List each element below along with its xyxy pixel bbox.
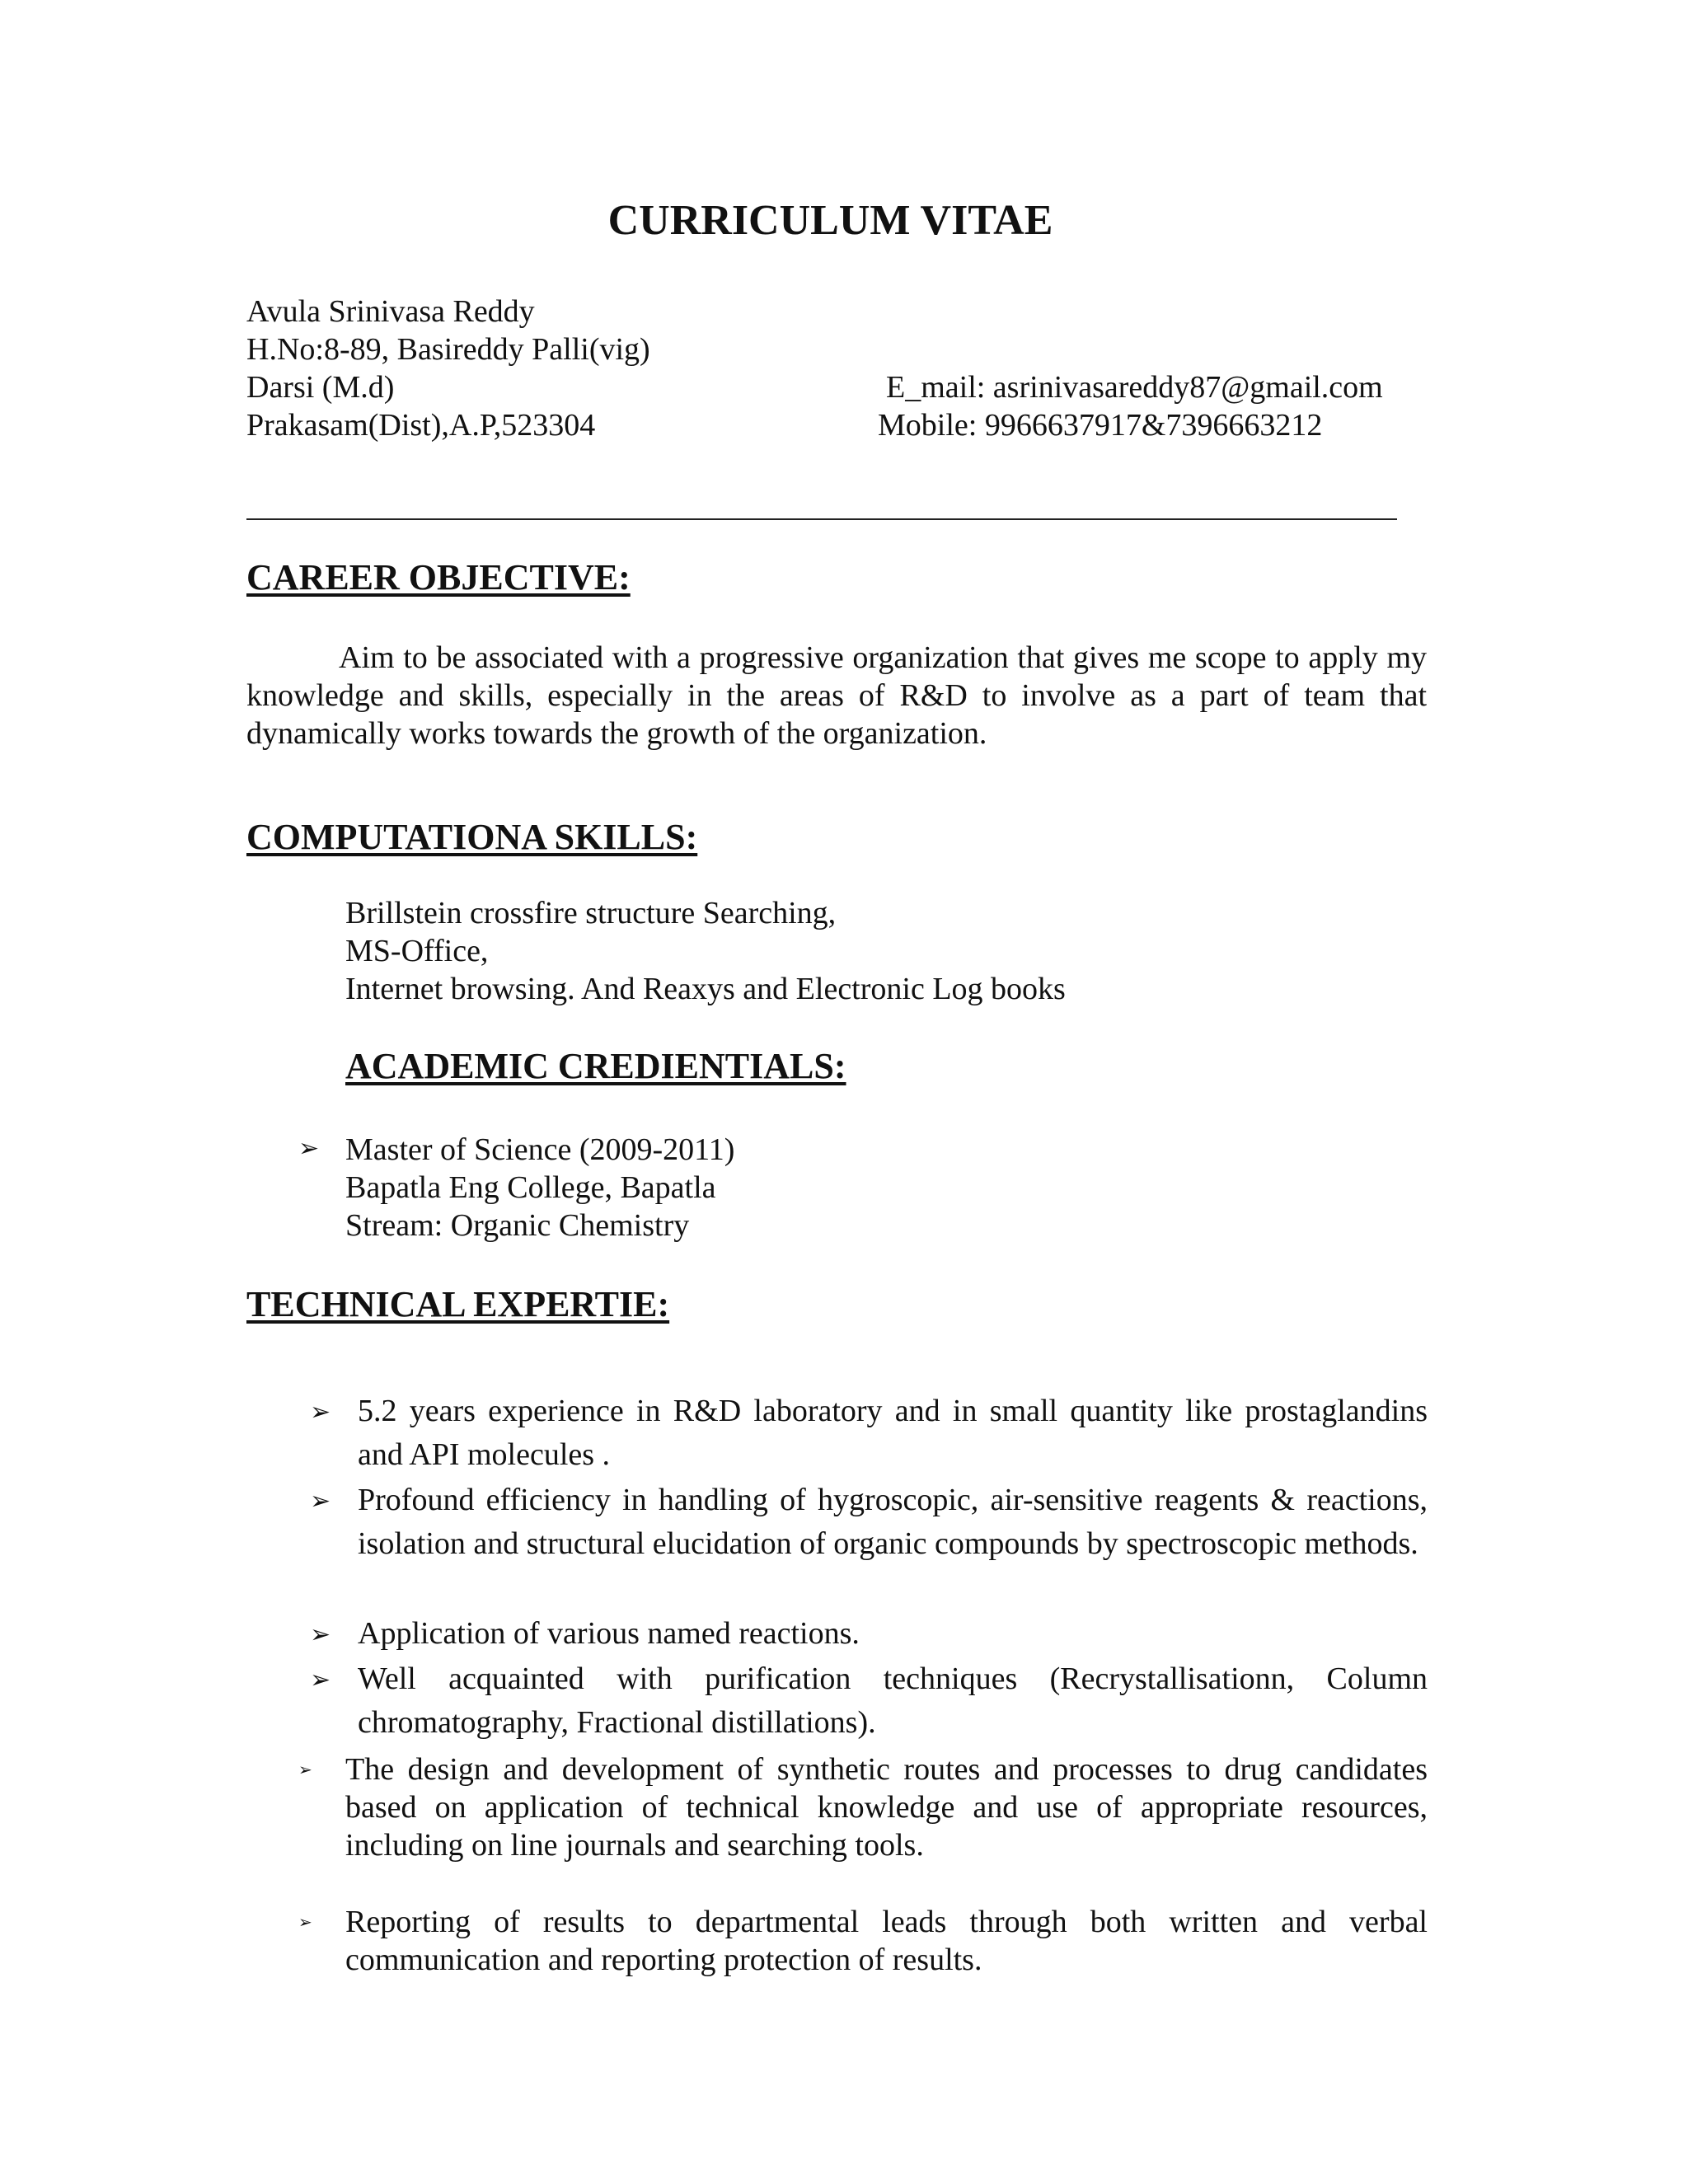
technical-item: Well acquainted with purification techniques (Recrystallisationn, Column chromatography, Fractional distillations).	[358, 1661, 1428, 1740]
academic-heading: ACADEMIC CREDIENTIALS:	[345, 1046, 846, 1086]
contact-email: E_mail: asrinivasareddy87@gmail.com	[886, 370, 1383, 405]
skill-item: Internet browsing. And Reaxys and Electronic Log books	[345, 972, 1066, 1006]
computational-skills-heading: COMPUTATIONA SKILLS:	[246, 817, 698, 857]
document-title: CURRICULUM VITAE	[607, 197, 1053, 244]
skill-item: Brillstein crossfire structure Searching,	[345, 896, 837, 930]
technical-item: Reporting of results to departmental leads through both written and verbal communication and reporting protection of results.	[345, 1905, 1428, 1977]
technical-heading: TECHNICAL EXPERTIE:	[246, 1284, 670, 1324]
arrow-bullet-icon: ➢	[298, 1760, 312, 1779]
career-objective-heading: CAREER OBJECTIVE:	[246, 557, 631, 598]
technical-item: The design and development of synthetic routes and processes to drug candidates based on application of technical knowledge and use of appropriate resources, including on line journals and searching tools.	[345, 1752, 1428, 1863]
technical-item: 5.2 years experience in R&D laboratory and in small quantity like prostaglandins and API molecules .	[358, 1394, 1428, 1472]
arrow-bullet-icon: ➢	[310, 1620, 331, 1649]
arrow-bullet-icon: ➢	[298, 1134, 320, 1163]
arrow-bullet-icon: ➢	[310, 1487, 331, 1516]
skill-item: MS-Office,	[345, 934, 489, 968]
arrow-bullet-icon: ➢	[298, 1912, 312, 1932]
academic-degree: Master of Science (2009-2011)	[345, 1132, 735, 1167]
address-mandal: Darsi (M.d)	[246, 370, 395, 405]
academic-stream: Stream: Organic Chemistry	[345, 1208, 690, 1243]
divider-line	[246, 518, 1397, 520]
arrow-bullet-icon: ➢	[310, 1666, 331, 1694]
arrow-bullet-icon: ➢	[310, 1398, 331, 1427]
address-house: H.No:8-89, Basireddy Palli(vig)	[246, 332, 650, 367]
address-district: Prakasam(Dist),A.P,523304	[246, 408, 596, 443]
technical-item: Profound efficiency in handling of hygroscopic, air-sensitive reagents & reactions, isolation and structural elucidation of organic compounds by spectroscopic methods.	[358, 1483, 1428, 1561]
career-objective-text: Aim to be associated with a progressive organization that gives me scope to apply my knowledge and skills, especially in the areas of R&D to involve as a part of team that dynamically works towards the growth of the organization.	[246, 640, 1427, 751]
candidate-name: Avula Srinivasa Reddy	[246, 294, 535, 329]
contact-mobile: Mobile: 9966637917&7396663212	[878, 408, 1323, 443]
academic-college: Bapatla Eng College, Bapatla	[345, 1170, 716, 1205]
technical-item: Application of various named reactions.	[358, 1616, 860, 1651]
